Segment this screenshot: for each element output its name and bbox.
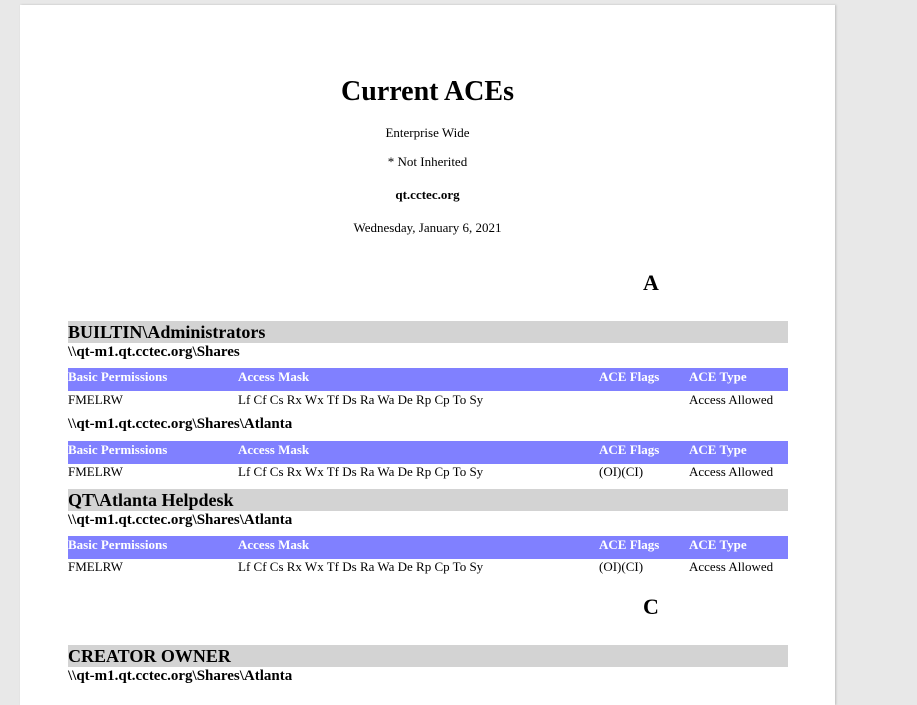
col-access-mask: Access Mask	[238, 442, 310, 457]
cell: (OI)(CI)	[599, 559, 644, 574]
share-path: \\qt-m1.qt.cctec.org\Shares\Atlanta	[68, 416, 293, 432]
cell: Access Allowed	[689, 464, 774, 479]
group-header: BUILTIN\Administrators	[68, 321, 788, 343]
group-header: QT\Atlanta Helpdesk	[68, 489, 788, 511]
cell: FMELRW	[68, 392, 123, 407]
report-page	[20, 5, 835, 705]
col-basic-permissions: Basic Permissions	[68, 442, 168, 457]
table-row	[68, 463, 788, 481]
page-title: Current ACEs	[341, 76, 514, 107]
section-letter: A	[643, 270, 659, 295]
col-access-mask: Access Mask	[238, 369, 310, 384]
cell: FMELRW	[68, 464, 123, 479]
col-basic-permissions: Basic Permissions	[68, 369, 168, 384]
note: * Not Inherited	[387, 154, 468, 169]
col-basic-permissions: Basic Permissions	[68, 537, 168, 552]
cell: Lf Cf Cs Rx Wx Tf Ds Ra Wa De Rp Cp To Sy	[238, 392, 484, 407]
table-row	[68, 558, 788, 576]
cell: Lf Cf Cs Rx Wx Tf Ds Ra Wa De Rp Cp To Sy	[238, 559, 484, 574]
share-path: \\qt-m1.qt.cctec.org\Shares	[68, 344, 240, 360]
report-date: Wednesday, January 6, 2021	[353, 220, 502, 235]
table-row	[68, 391, 788, 409]
col-ace-flags: ACE Flags	[599, 369, 660, 384]
cell: Lf Cf Cs Rx Wx Tf Ds Ra Wa De Rp Cp To Sy	[238, 464, 484, 479]
col-access-mask: Access Mask	[238, 537, 310, 552]
share-path: \\qt-m1.qt.cctec.org\Shares\Atlanta	[68, 668, 293, 684]
table-header	[68, 441, 788, 464]
share-path: \\qt-m1.qt.cctec.org\Shares\Atlanta	[68, 512, 293, 528]
col-ace-flags: ACE Flags	[599, 537, 660, 552]
cell: (OI)(CI)	[599, 464, 644, 479]
section-letter: C	[643, 594, 659, 619]
cell: Access Allowed	[689, 392, 774, 407]
subtitle: Enterprise Wide	[385, 125, 470, 140]
cell: FMELRW	[68, 559, 123, 574]
domain: qt.cctec.org	[395, 187, 460, 202]
group-header: CREATOR OWNER	[68, 645, 788, 667]
table-header	[68, 536, 788, 559]
cell: Access Allowed	[689, 559, 774, 574]
col-ace-type: ACE Type	[689, 537, 747, 552]
col-ace-flags: ACE Flags	[599, 442, 660, 457]
col-ace-type: ACE Type	[689, 369, 747, 384]
col-ace-type: ACE Type	[689, 442, 747, 457]
table-header	[68, 368, 788, 391]
